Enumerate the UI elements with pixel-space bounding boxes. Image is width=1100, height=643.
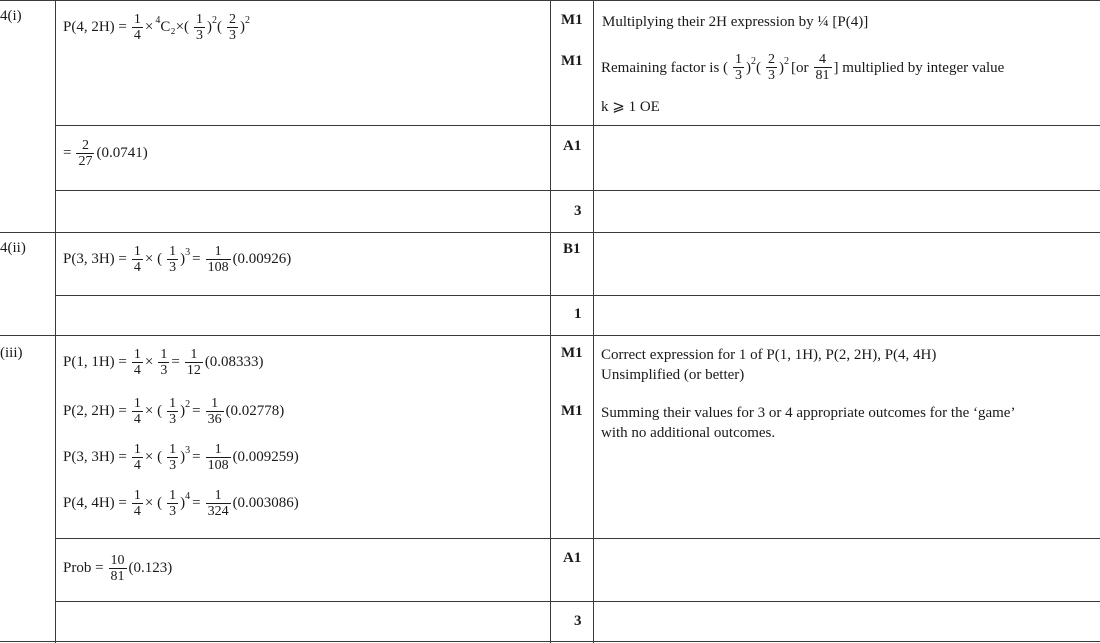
- fraction: $\frac{2}{27}$: [78, 138, 93, 169]
- combination: $^4$C₂×(: [155, 15, 190, 35]
- guidance-text: k ⩾ 1 OE: [601, 99, 660, 115]
- fraction: $\frac{2}{3}$: [768, 52, 776, 83]
- fraction: $\frac{1}{4}$: [133, 12, 141, 43]
- fraction: $\frac{10}{81}$: [110, 553, 125, 584]
- mark-m1: M1: [561, 403, 583, 419]
- part-ii-expression: P(3, 3H) = $\frac{1}{4}$ × ( $\frac{1}{3}$ )$^3$ = $\frac{1}{108}$ (0.00926): [63, 244, 292, 275]
- fraction: $\frac{1}{3}$: [160, 347, 168, 378]
- part-label-ii: 4(ii): [0, 240, 26, 256]
- mark-m1: M1: [561, 345, 583, 361]
- fraction: $\frac{1}{3}$: [735, 52, 743, 83]
- guidance-text: Multiplying their 2H expression by ¼ [P(4)]: [602, 14, 869, 30]
- column-divider: [55, 0, 56, 643]
- column-divider: [593, 0, 594, 643]
- row-divider: [55, 295, 1100, 296]
- part-iii-row: P(2, 2H) = $\frac{1}{4}$ × ( $\frac{1}{3}$ )$^2$ = $\frac{1}{36}$ (0.02778): [63, 396, 285, 427]
- fraction: $\frac{1}{324}$: [207, 488, 229, 519]
- guidance-text: with no additional outcomes.: [601, 425, 776, 441]
- mark-m1: M1: [561, 12, 583, 28]
- part-iii-row: P(3, 3H) = $\frac{1}{4}$ × ( $\frac{1}{3}$ )$^3$ = $\frac{1}{108}$ (0.009259): [63, 442, 299, 473]
- part-label-i: 4(i): [0, 8, 22, 24]
- fraction: $\frac{1}{3}$: [169, 244, 177, 275]
- fraction: $\frac{1}{4}$: [133, 442, 141, 473]
- fraction: $\frac{1}{4}$: [133, 396, 141, 427]
- fraction: $\frac{1}{36}$: [207, 396, 222, 427]
- part-i-answer: = $\frac{2}{27}$ (0.0741): [63, 138, 148, 169]
- column-divider: [550, 0, 551, 643]
- fraction: $\frac{1}{3}$: [169, 442, 177, 473]
- mark-a1: A1: [563, 138, 582, 154]
- part-iii-row: P(1, 1H) = $\frac{1}{4}$ × $\frac{1}{3}$ = $\frac{1}{12}$ (0.08333): [63, 347, 264, 378]
- guidance-text: Summing their values for 3 or 4 appropriate outcomes for the ‘game’: [601, 405, 1016, 421]
- mark-b1: B1: [563, 241, 581, 257]
- mark-total: 1: [574, 306, 582, 322]
- fraction: $\frac{2}{3}$: [229, 12, 237, 43]
- fraction: $\frac{1}{3}$: [196, 12, 204, 43]
- part-iii-row: P(4, 4H) = $\frac{1}{4}$ × ( $\frac{1}{3}$ )$^4$ = $\frac{1}{324}$ (0.003086): [63, 488, 299, 519]
- guidance-text: Remaining factor is ( $\frac{1}{3}$ )$^2$( $\frac{2}{3}$ )$^2$ [or $\frac{4}{81}$ ] multiplied by integer value: [601, 52, 1005, 83]
- fraction: $\frac{1}{3}$: [169, 396, 177, 427]
- fraction: $\frac{1}{4}$: [133, 244, 141, 275]
- part-i-expression: P(4, 2H) = $\frac{1}{4}$ × $^4$C₂×( $\frac{1}{3}$ )$^2$( $\frac{2}{3}$ )$^2$: [63, 12, 251, 43]
- row-divider: [55, 190, 1100, 191]
- guidance-text: Correct expression for 1 of P(1, 1H), P(2, 2H), P(4, 4H): [601, 347, 937, 363]
- fraction: $\frac{1}{108}$: [207, 442, 229, 473]
- row-divider: [55, 601, 1100, 602]
- mark-total: 3: [574, 613, 582, 629]
- part-iii-answer: Prob = $\frac{10}{81}$ (0.123): [63, 553, 173, 584]
- fraction: $\frac{1}{108}$: [207, 244, 229, 275]
- fraction: $\frac{1}{12}$: [186, 347, 201, 378]
- mark-a1: A1: [563, 550, 582, 566]
- mark-m1: M1: [561, 53, 583, 69]
- mark-total: 3: [574, 203, 582, 219]
- row-divider: [55, 125, 1100, 126]
- fraction: $\frac{1}{4}$: [133, 488, 141, 519]
- row-divider: [55, 538, 1100, 539]
- fraction: $\frac{1}{3}$: [169, 488, 177, 519]
- part-label-iii: (iii): [0, 345, 23, 361]
- fraction: $\frac{1}{4}$: [133, 347, 141, 378]
- fraction: $\frac{4}{81}$: [815, 52, 830, 83]
- guidance-text: Unsimplified (or better): [601, 367, 745, 383]
- expr-lhs: P(4, 2H) =: [63, 19, 127, 35]
